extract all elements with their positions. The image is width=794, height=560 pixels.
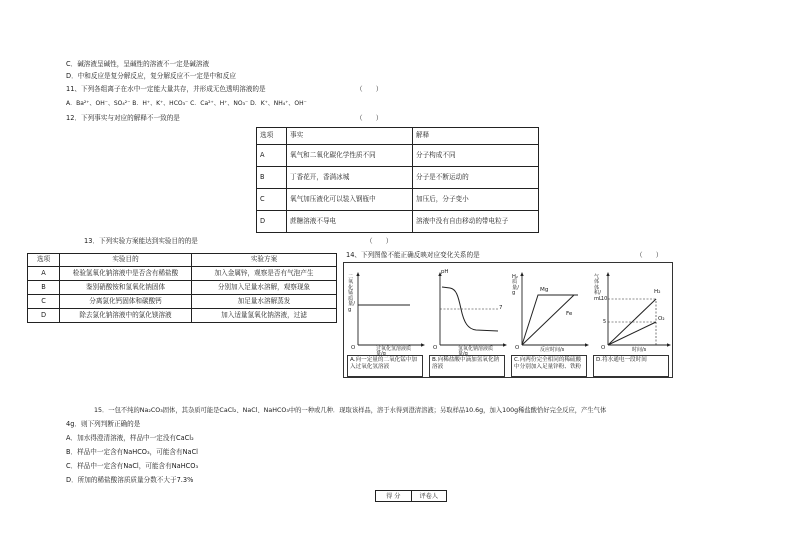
graph-a bbox=[346, 265, 426, 377]
graph-d-xlabel: 时间/s bbox=[632, 347, 647, 353]
graph-d-tick-5: 5 bbox=[603, 319, 607, 325]
question-15-option-c: C．样品中一定含有NaCl，可能含有NaHCO₃ bbox=[66, 462, 199, 470]
table-row bbox=[28, 281, 337, 295]
graph-b-axes bbox=[428, 265, 508, 353]
table-cell: B bbox=[257, 167, 287, 189]
table-cell: 加压后，分子变小 bbox=[413, 189, 539, 211]
table-cell: 蔗糖溶液不导电 bbox=[287, 211, 413, 233]
table-cell: C bbox=[28, 295, 60, 309]
graph-a-axes bbox=[346, 265, 426, 353]
graph-c-axes bbox=[510, 265, 590, 353]
table-row bbox=[28, 267, 337, 281]
graph-b-origin: O bbox=[433, 345, 438, 351]
table-header-cell: 事实 bbox=[287, 128, 413, 145]
answer-paren-14: （ ） bbox=[636, 251, 663, 259]
table-cell: 丁香花开，香满冰城 bbox=[287, 167, 413, 189]
question-12-stem: 12．下列事实与对应的解释不一致的是 bbox=[66, 114, 180, 122]
question-15-option-a: A．加水得澄清溶液，样品中一定没有CaCl₂ bbox=[66, 434, 194, 442]
graph-d-axes bbox=[592, 265, 672, 353]
table-cell: 除去氯化钠溶液中的氯化镁溶液 bbox=[60, 309, 192, 323]
question-12-table bbox=[256, 127, 539, 233]
graph-d-caption: D.将水通电一段时间 bbox=[593, 355, 669, 377]
graph-a-ylabel: 二氧化锰质量/g bbox=[348, 274, 355, 313]
graph-c-xlabel: 反应时间/s bbox=[540, 347, 565, 353]
table-cell: 分子是不断运动的 bbox=[413, 167, 539, 189]
option-c-line: C．碱溶液呈碱性，呈碱性的溶液不一定是碱溶液 bbox=[66, 60, 210, 68]
table-row bbox=[257, 167, 539, 189]
graph-b bbox=[428, 265, 508, 377]
table-header-cell: 选项 bbox=[28, 254, 60, 267]
graph-c-mg-label: Mg bbox=[540, 287, 549, 293]
table-cell: 检验氢氧化钠溶液中是否含有稀盐酸 bbox=[60, 267, 192, 281]
table-header-row bbox=[257, 128, 539, 145]
graph-d-tick-10: 10 bbox=[601, 296, 608, 302]
graph-b-xlabel: 氢氧化钠溶液质量/g bbox=[458, 346, 494, 358]
table-cell: D bbox=[257, 211, 287, 233]
score-box bbox=[375, 490, 447, 502]
table-cell: B bbox=[28, 281, 60, 295]
table-cell: 加足量水溶解蒸发 bbox=[192, 295, 337, 309]
table-row bbox=[257, 189, 539, 211]
table-cell: 分离氯化钙固体和碳酸钙 bbox=[60, 295, 192, 309]
graph-b-caption: B.向稀盐酸中滴加氢氧化钠溶液 bbox=[429, 355, 505, 377]
table-cell: 溶液中没有自由移动的带电粒子 bbox=[413, 211, 539, 233]
table-header-row bbox=[28, 254, 337, 267]
question-14-stem: 14、下列图像不能正确反映对应变化关系的是 bbox=[346, 251, 480, 259]
table-row bbox=[28, 295, 337, 309]
table-row bbox=[28, 309, 337, 323]
grader-label: 评卷人 bbox=[419, 493, 439, 500]
table-header-cell: 选项 bbox=[257, 128, 287, 145]
question-13-table bbox=[27, 253, 337, 323]
graph-d bbox=[592, 265, 672, 377]
question-15-option-d: D．所加的稀盐酸溶质质量分数不大于7.3% bbox=[66, 476, 194, 484]
graph-a-caption: A.向一定量的二氧化锰中加入过氧化氢溶液 bbox=[347, 355, 423, 377]
table-header-cell: 实验目的 bbox=[60, 254, 192, 267]
table-header-cell: 实验方案 bbox=[192, 254, 337, 267]
table-cell: A bbox=[28, 267, 60, 281]
graph-d-o2-label: O₂ bbox=[658, 316, 665, 322]
graph-c-fe-label: Fe bbox=[566, 311, 573, 317]
graph-c-ylabel: H₂质量/g bbox=[512, 274, 519, 297]
table-cell: 加入金属锌，观察是否有气泡产生 bbox=[192, 267, 337, 281]
table-row bbox=[257, 145, 539, 167]
question-15-stem: 15．一包不纯的Na₂CO₃固体，其杂质可能是CaCl₂、NaCl、NaHCO₃中的一种或几种．现取该样品，溶于水得到澄清溶液；另取样品10.6g，加入100g稀盐酸恰好完全反应，产生气体 bbox=[94, 407, 607, 414]
answer-paren-13: （ ） bbox=[366, 237, 393, 245]
table-cell: 鉴别硝酸铵和氢氧化钠固体 bbox=[60, 281, 192, 295]
table-row bbox=[257, 211, 539, 233]
score-label: 得 分 bbox=[376, 491, 412, 501]
graph-c-origin: O bbox=[515, 345, 520, 351]
table-header-cell: 解释 bbox=[413, 128, 539, 145]
graph-c-caption: C.向两份完全相同的稀硫酸中分别加入足量锌粉、铁粉 bbox=[511, 355, 587, 377]
question-14-graphs bbox=[343, 262, 673, 378]
graph-a-xlabel: 过氧化氢溶液质量/g bbox=[376, 346, 412, 358]
question-15-option-b: B．样品中一定含有NaHCO₃，可能含有NaCl bbox=[66, 448, 199, 456]
question-13-stem: 13．下列实验方案能达到实验目的的是 bbox=[84, 237, 198, 245]
graph-d-h2-label: H₂ bbox=[654, 289, 661, 295]
option-d-line: D．中和反应是复分解反应，复分解反应不一定是中和反应 bbox=[66, 72, 236, 80]
table-cell: A bbox=[257, 145, 287, 167]
table-cell: 氧气加压液化可以装入钢瓶中 bbox=[287, 189, 413, 211]
question-11-stem: 11、下列各组离子在水中一定能大量共存，并形成无色透明溶液的是 bbox=[66, 85, 266, 93]
question-11-options: A．Ba²⁺、OH⁻、SO₄²⁻ B．H⁺、K⁺、HCO₃⁻ C．Ca²⁺、H⁺、NO₃⁻ D．K⁺、NH₄⁺、OH⁻ bbox=[66, 100, 307, 107]
question-15-stem-cont: 4g．则下列判断正确的是 bbox=[66, 420, 141, 428]
table-cell: D bbox=[28, 309, 60, 323]
graph-a-origin: O bbox=[351, 345, 356, 351]
answer-paren-11: （ ） bbox=[356, 85, 383, 93]
graph-d-o2-line bbox=[608, 322, 656, 345]
graph-b-mark: 7 bbox=[499, 305, 503, 311]
table-cell: C bbox=[257, 189, 287, 211]
table-cell: 分子构成不同 bbox=[413, 145, 539, 167]
table-cell: 加入适量氢氧化钠溶液，过滤 bbox=[192, 309, 337, 323]
graph-c bbox=[510, 265, 590, 377]
answer-paren-12: （ ） bbox=[356, 114, 383, 122]
table-cell: 分别加入足量水溶解，观察现象 bbox=[192, 281, 337, 295]
graph-d-origin: O bbox=[601, 345, 606, 351]
graph-d-ylabel: 气体体积/mL bbox=[594, 274, 602, 302]
table-cell: 氧气和二氧化碳化学性质不同 bbox=[287, 145, 413, 167]
graph-b-ylabel: pH bbox=[441, 269, 449, 275]
